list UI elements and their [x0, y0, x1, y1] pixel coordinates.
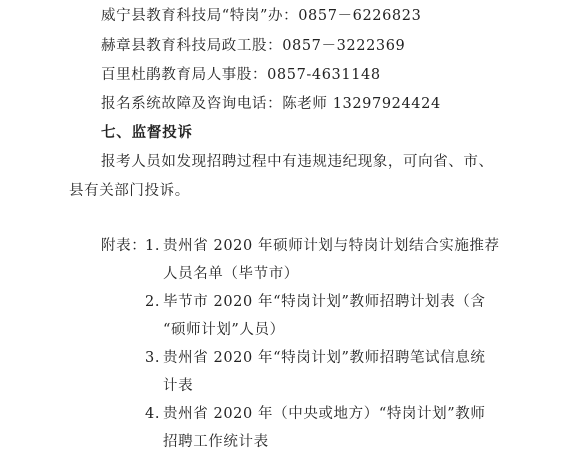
attachment-item-4-title: 贵州省 2020 年（中央或地方）“特岗计划”教师	[163, 406, 486, 422]
contact-weining: 威宁县教育科技局“特岗”办：0857－6226823	[101, 8, 422, 24]
attachments-label: 附表：	[101, 238, 147, 254]
attachment-item-3-number: 3.	[145, 350, 161, 366]
attachment-item-2-title: 毕节市 2020 年“特岗计划”教师招聘计划表（含	[163, 294, 486, 310]
complaint-paragraph-line-1: 报考人员如发现招聘过程中有违规违纪现象，可向省、市、	[101, 154, 494, 170]
contact-baili-dujuan: 百里杜鹃教育局人事股：0857-4631148	[101, 67, 381, 83]
attachment-item-3-title-cont: 计表	[163, 378, 194, 394]
complaint-paragraph-line-2: 县有关部门投诉。	[69, 183, 190, 199]
attachment-item-3-title: 贵州省 2020 年“特岗计划”教师招聘笔试信息统	[163, 350, 486, 366]
attachment-item-1-title: 贵州省 2020 年硕师计划与特岗计划结合实施推荐	[163, 238, 500, 254]
attachment-item-1-number: 1.	[145, 238, 161, 254]
attachment-item-4-title-cont: 招聘工作统计表	[163, 434, 269, 450]
contact-system-support: 报名系统故障及咨询电话：陈老师 13297924424	[101, 96, 441, 112]
attachment-item-4-number: 4.	[145, 406, 161, 422]
contact-hezhang: 赫章县教育科技局政工股：0857－3222369	[101, 38, 406, 54]
attachment-item-1-title-cont: 人员名单（毕节市）	[163, 266, 299, 282]
attachment-item-2-number: 2.	[145, 294, 161, 310]
section-heading: 七、监督投诉	[101, 125, 193, 141]
attachment-item-2-title-cont: “硕师计划”人员）	[163, 322, 285, 338]
